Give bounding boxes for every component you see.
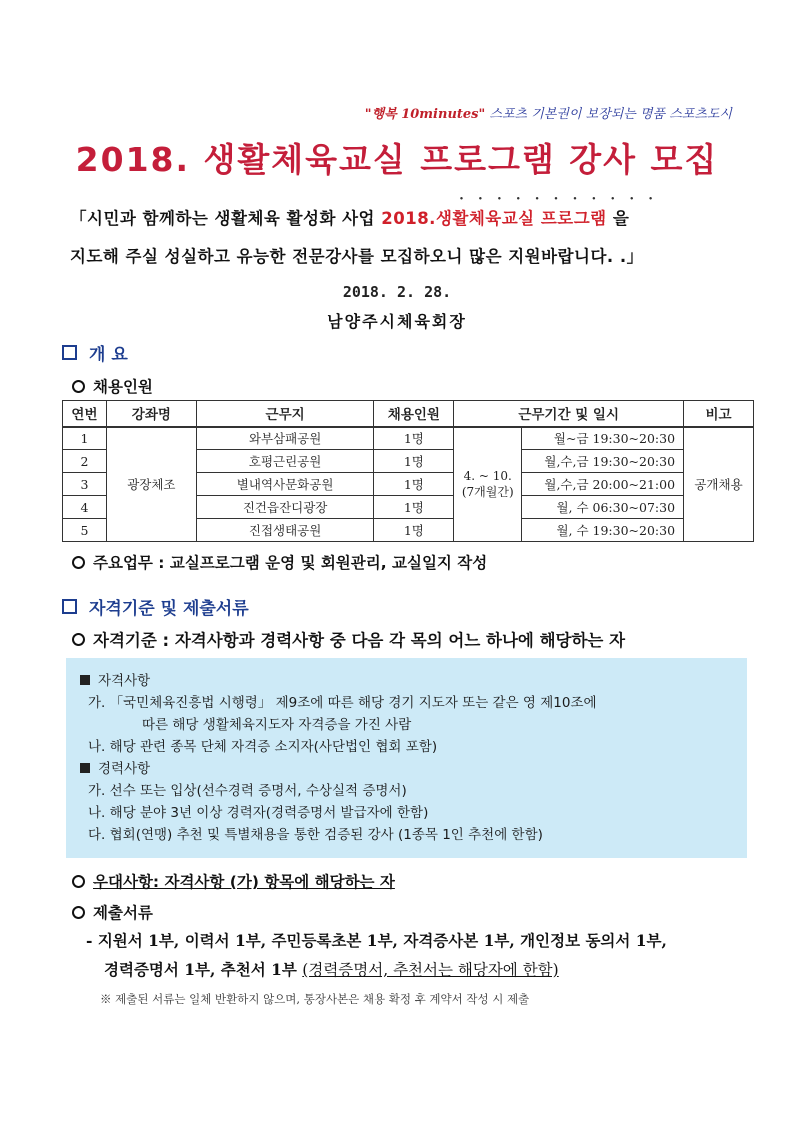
header-no: 연번 <box>63 401 107 427</box>
slogan <box>365 103 732 122</box>
cell-count: 1명 <box>374 427 454 450</box>
hiring-table <box>62 400 754 542</box>
cell-no: 1 <box>63 427 107 450</box>
section-overview-heading <box>62 340 128 365</box>
preference-text: 우대사항: 자격사항 (가) 항목에 해당하는 자 <box>93 873 395 891</box>
cell-course: 광장체조 <box>106 427 196 542</box>
qualification-box <box>66 658 747 858</box>
documents-text: 경력증명서 1부, 추천서 1부 <box>104 960 303 979</box>
qual-item-b: 나. 해당 관련 종목 단체 자격증 소지자(사단법인 협회 포함) <box>88 739 438 755</box>
qual-heading <box>80 670 733 692</box>
cell-time: 월, 수 06:30~07:30 <box>522 496 684 519</box>
qualification-criteria <box>72 627 625 651</box>
slogan-highlight: "행복 10minutes" <box>364 107 486 122</box>
square-bullet-icon <box>80 675 90 685</box>
header-place: 근무지 <box>196 401 374 427</box>
documents-label <box>72 901 153 923</box>
main-duty-text: 주요업무 : 교실프로그램 운영 및 회원관리, 교실일지 작성 <box>93 554 488 572</box>
qual-heading-text: 자격사항 <box>98 673 151 689</box>
hiring-label <box>72 375 153 397</box>
cell-time: 월,수,금 19:30~20:30 <box>522 450 684 473</box>
slogan-text: 스포츠 기본권이 보장되는 명품 스포츠도시 <box>485 107 732 122</box>
period-months: (7개월간) <box>461 485 514 500</box>
cell-count: 1명 <box>374 519 454 542</box>
section-title: 개 요 <box>89 345 128 365</box>
circle-bullet-icon <box>72 875 85 888</box>
cell-count: 1명 <box>374 473 454 496</box>
intro-line-1 <box>70 205 750 229</box>
qual-item-a: 가. 「국민체육진흥법 시행령」 제9조에 따른 해당 경기 지도자 또는 같은 영 제10조에 <box>88 695 597 711</box>
main-duty <box>72 551 487 573</box>
preference <box>72 870 395 892</box>
submission-note: ※ 제출된 서류는 일체 반환하지 않으며, 통장사본은 채용 확정 후 계약서 작성 시 제출 <box>100 992 530 1006</box>
section-qualification-heading <box>62 594 249 619</box>
cell-place: 호평근린공원 <box>196 450 374 473</box>
announcement-date: 2018. 2. 28. <box>342 283 452 301</box>
cell-period <box>454 427 522 542</box>
cell-remark: 공개채용 <box>684 427 754 542</box>
cell-place: 진건읍잔디광장 <box>196 496 374 519</box>
checkbox-square-icon <box>62 599 77 614</box>
page-title: 2018. 생활체육교실 프로그램 강사 모집 <box>75 140 719 179</box>
square-bullet-icon <box>80 763 90 773</box>
table-row <box>63 427 754 450</box>
table-header-row <box>63 401 754 427</box>
header-remark: 비고 <box>684 401 754 427</box>
career-heading-text: 경력사항 <box>98 761 151 777</box>
intro-text: 「시민과 함께하는 생활체육 활성화 사업 <box>70 209 382 228</box>
cell-place: 별내역사문화공원 <box>196 473 374 496</box>
career-heading <box>80 758 733 780</box>
header-count: 채용인원 <box>374 401 454 427</box>
career-item-c: 다. 협회(연맹) 추천 및 특별채용을 통한 검증된 강사 (1종목 1인 추천에 한함) <box>88 827 543 843</box>
documents-label-text: 제출서류 <box>93 904 153 922</box>
cell-time: 월,수,금 20:00~21:00 <box>522 473 684 496</box>
cell-no: 4 <box>63 496 107 519</box>
cell-count: 1명 <box>374 496 454 519</box>
cell-no: 2 <box>63 450 107 473</box>
intro-text-end: 을 <box>606 209 630 228</box>
cell-no: 5 <box>63 519 107 542</box>
cell-time: 월, 수 19:30~20:30 <box>522 519 684 542</box>
career-item-b: 나. 해당 분야 3년 이상 경력자(경력증명서 발급자에 한함) <box>88 805 429 821</box>
circle-bullet-icon <box>72 556 85 569</box>
intro-program-name: • • • 2018.생활체육교실 프로그램 <box>381 205 606 229</box>
organization-name: 남양주시체육회장 <box>327 312 467 331</box>
intro-line-2: 지도해 주실 성실하고 유능한 전문강사를 모집하오니 많은 지원바랍니다. .」 <box>70 247 644 266</box>
hiring-label-text: 채용인원 <box>93 378 153 396</box>
cell-no: 3 <box>63 473 107 496</box>
documents-line-2 <box>104 958 559 980</box>
header-period: 근무기간 및 일시 <box>454 401 684 427</box>
qual-item-a-cont: 따른 해당 생활체육지도자 자격증을 가진 사람 <box>142 717 412 733</box>
checkbox-square-icon <box>62 345 77 360</box>
career-item-a: 가. 선수 또는 입상(선수경력 증명서, 수상실적 증명서) <box>88 783 407 799</box>
cell-place: 진접생태공원 <box>196 519 374 542</box>
circle-bullet-icon <box>72 906 85 919</box>
circle-bullet-icon <box>72 633 85 646</box>
documents-line-1: - 지원서 1부, 이력서 1부, 주민등록초본 1부, 자격증사본 1부, 개인정보 동의서 1부, <box>86 931 667 950</box>
cell-time: 월~금 19:30~20:30 <box>522 427 684 450</box>
header-course: 강좌명 <box>106 401 196 427</box>
cell-count: 1명 <box>374 450 454 473</box>
circle-bullet-icon <box>72 380 85 393</box>
cell-place: 와부삼패공원 <box>196 427 374 450</box>
section-title: 자격기준 및 제출서류 <box>89 599 249 619</box>
criteria-text: 자격기준 : 자격사항과 경력사항 중 다음 각 목의 어느 하나에 해당하는 자 <box>93 631 626 650</box>
documents-condition: (경력증명서, 추천서는 해당자에 한함) <box>302 961 559 979</box>
period-range: 4. ~ 10. <box>463 469 512 484</box>
